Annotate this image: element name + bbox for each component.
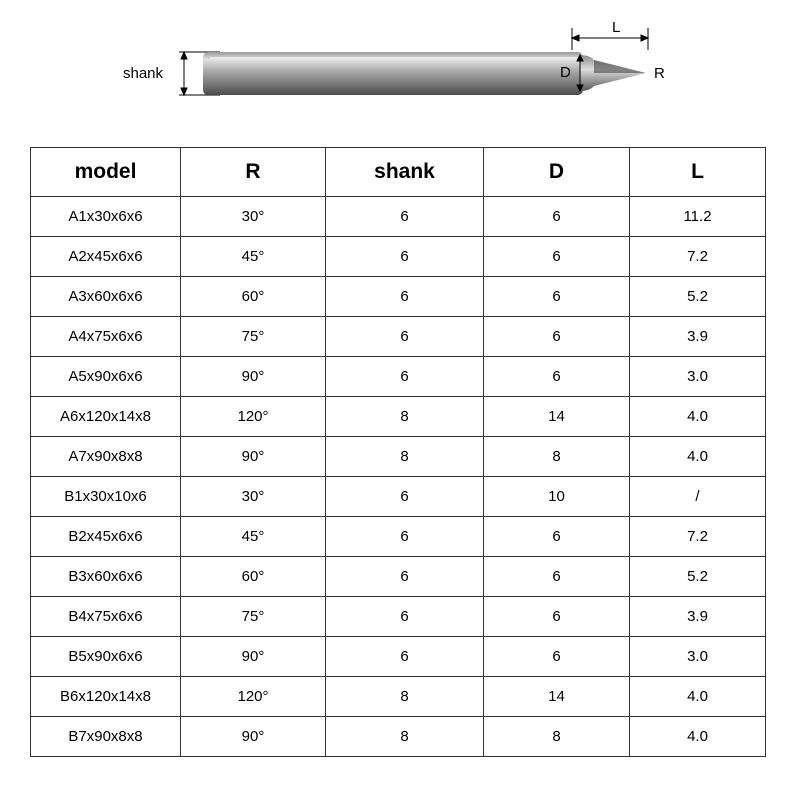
cell-d: 6	[484, 237, 630, 277]
cell-model: A7x90x8x8	[31, 437, 181, 477]
length-dimension	[572, 28, 648, 50]
cell-shank: 6	[326, 557, 484, 597]
cell-r: 60°	[181, 277, 326, 317]
cell-shank: 6	[326, 237, 484, 277]
cell-r: 75°	[181, 597, 326, 637]
table-row	[31, 437, 766, 477]
cell-l: 3.9	[630, 317, 766, 357]
cell-r: 30°	[181, 477, 326, 517]
cell-model: B2x45x6x6	[31, 517, 181, 557]
cell-shank: 8	[326, 677, 484, 717]
table-row	[31, 277, 766, 317]
l-label: L	[612, 19, 621, 36]
cell-d: 6	[484, 557, 630, 597]
cell-l: 3.0	[630, 637, 766, 677]
tool-diagram	[0, 0, 800, 145]
cell-r: 30°	[181, 197, 326, 237]
cell-shank: 6	[326, 277, 484, 317]
cell-model: A1x30x6x6	[31, 197, 181, 237]
cell-l: 5.2	[630, 277, 766, 317]
cell-shank: 8	[326, 437, 484, 477]
table-row	[31, 357, 766, 397]
cell-d: 6	[484, 517, 630, 557]
cell-r: 90°	[181, 717, 326, 757]
table-row	[31, 597, 766, 637]
cell-d: 6	[484, 597, 630, 637]
r-label: R	[654, 65, 665, 82]
cell-model: A5x90x6x6	[31, 357, 181, 397]
cell-model: B4x75x6x6	[31, 597, 181, 637]
cell-l: 4.0	[630, 397, 766, 437]
cell-l: 5.2	[630, 557, 766, 597]
table-row	[31, 677, 766, 717]
cell-model: B7x90x8x8	[31, 717, 181, 757]
cell-r: 90°	[181, 637, 326, 677]
header-r: R	[181, 148, 326, 197]
cell-d: 14	[484, 677, 630, 717]
header-shank: shank	[326, 148, 484, 197]
cell-shank: 8	[326, 717, 484, 757]
cell-model: A2x45x6x6	[31, 237, 181, 277]
table-row	[31, 557, 766, 597]
cell-model: A3x60x6x6	[31, 277, 181, 317]
cell-d: 6	[484, 197, 630, 237]
cell-d: 8	[484, 437, 630, 477]
cell-r: 60°	[181, 557, 326, 597]
table-row	[31, 717, 766, 757]
shank-label: shank	[123, 65, 164, 82]
cell-model: B5x90x6x6	[31, 637, 181, 677]
cell-r: 45°	[181, 517, 326, 557]
cell-d: 6	[484, 637, 630, 677]
cell-d: 10	[484, 477, 630, 517]
cell-model: A4x75x6x6	[31, 317, 181, 357]
cell-d: 8	[484, 717, 630, 757]
table-row	[31, 637, 766, 677]
cell-l: 4.0	[630, 437, 766, 477]
table-row	[31, 317, 766, 357]
cell-l: 3.9	[630, 597, 766, 637]
cell-shank: 6	[326, 637, 484, 677]
cell-l: 4.0	[630, 717, 766, 757]
cell-shank: 6	[326, 197, 484, 237]
cell-d: 6	[484, 357, 630, 397]
cell-model: B6x120x14x8	[31, 677, 181, 717]
cell-r: 120°	[181, 397, 326, 437]
cell-shank: 6	[326, 357, 484, 397]
cell-model: B1x30x10x6	[31, 477, 181, 517]
cell-r: 90°	[181, 357, 326, 397]
header-l: L	[630, 148, 766, 197]
cell-r: 120°	[181, 677, 326, 717]
cell-shank: 8	[326, 397, 484, 437]
cell-l: 3.0	[630, 357, 766, 397]
table-row	[31, 397, 766, 437]
cell-d: 6	[484, 317, 630, 357]
d-label: D	[560, 64, 571, 81]
cell-shank: 6	[326, 477, 484, 517]
cell-shank: 6	[326, 597, 484, 637]
cell-shank: 6	[326, 317, 484, 357]
cell-l: 7.2	[630, 517, 766, 557]
table-row	[31, 197, 766, 237]
cell-model: A6x120x14x8	[31, 397, 181, 437]
header-d: D	[484, 148, 630, 197]
cell-model: B3x60x6x6	[31, 557, 181, 597]
cell-r: 90°	[181, 437, 326, 477]
cell-r: 45°	[181, 237, 326, 277]
cell-shank: 6	[326, 517, 484, 557]
cell-d: 6	[484, 277, 630, 317]
cell-r: 75°	[181, 317, 326, 357]
cell-d: 14	[484, 397, 630, 437]
header-model: model	[31, 148, 181, 197]
table-row	[31, 477, 766, 517]
cell-l: /	[630, 477, 766, 517]
cell-l: 11.2	[630, 197, 766, 237]
spec-table	[30, 147, 766, 757]
cell-l: 7.2	[630, 237, 766, 277]
header-row	[31, 148, 766, 197]
table-row	[31, 517, 766, 557]
cell-l: 4.0	[630, 677, 766, 717]
table-row	[31, 237, 766, 277]
